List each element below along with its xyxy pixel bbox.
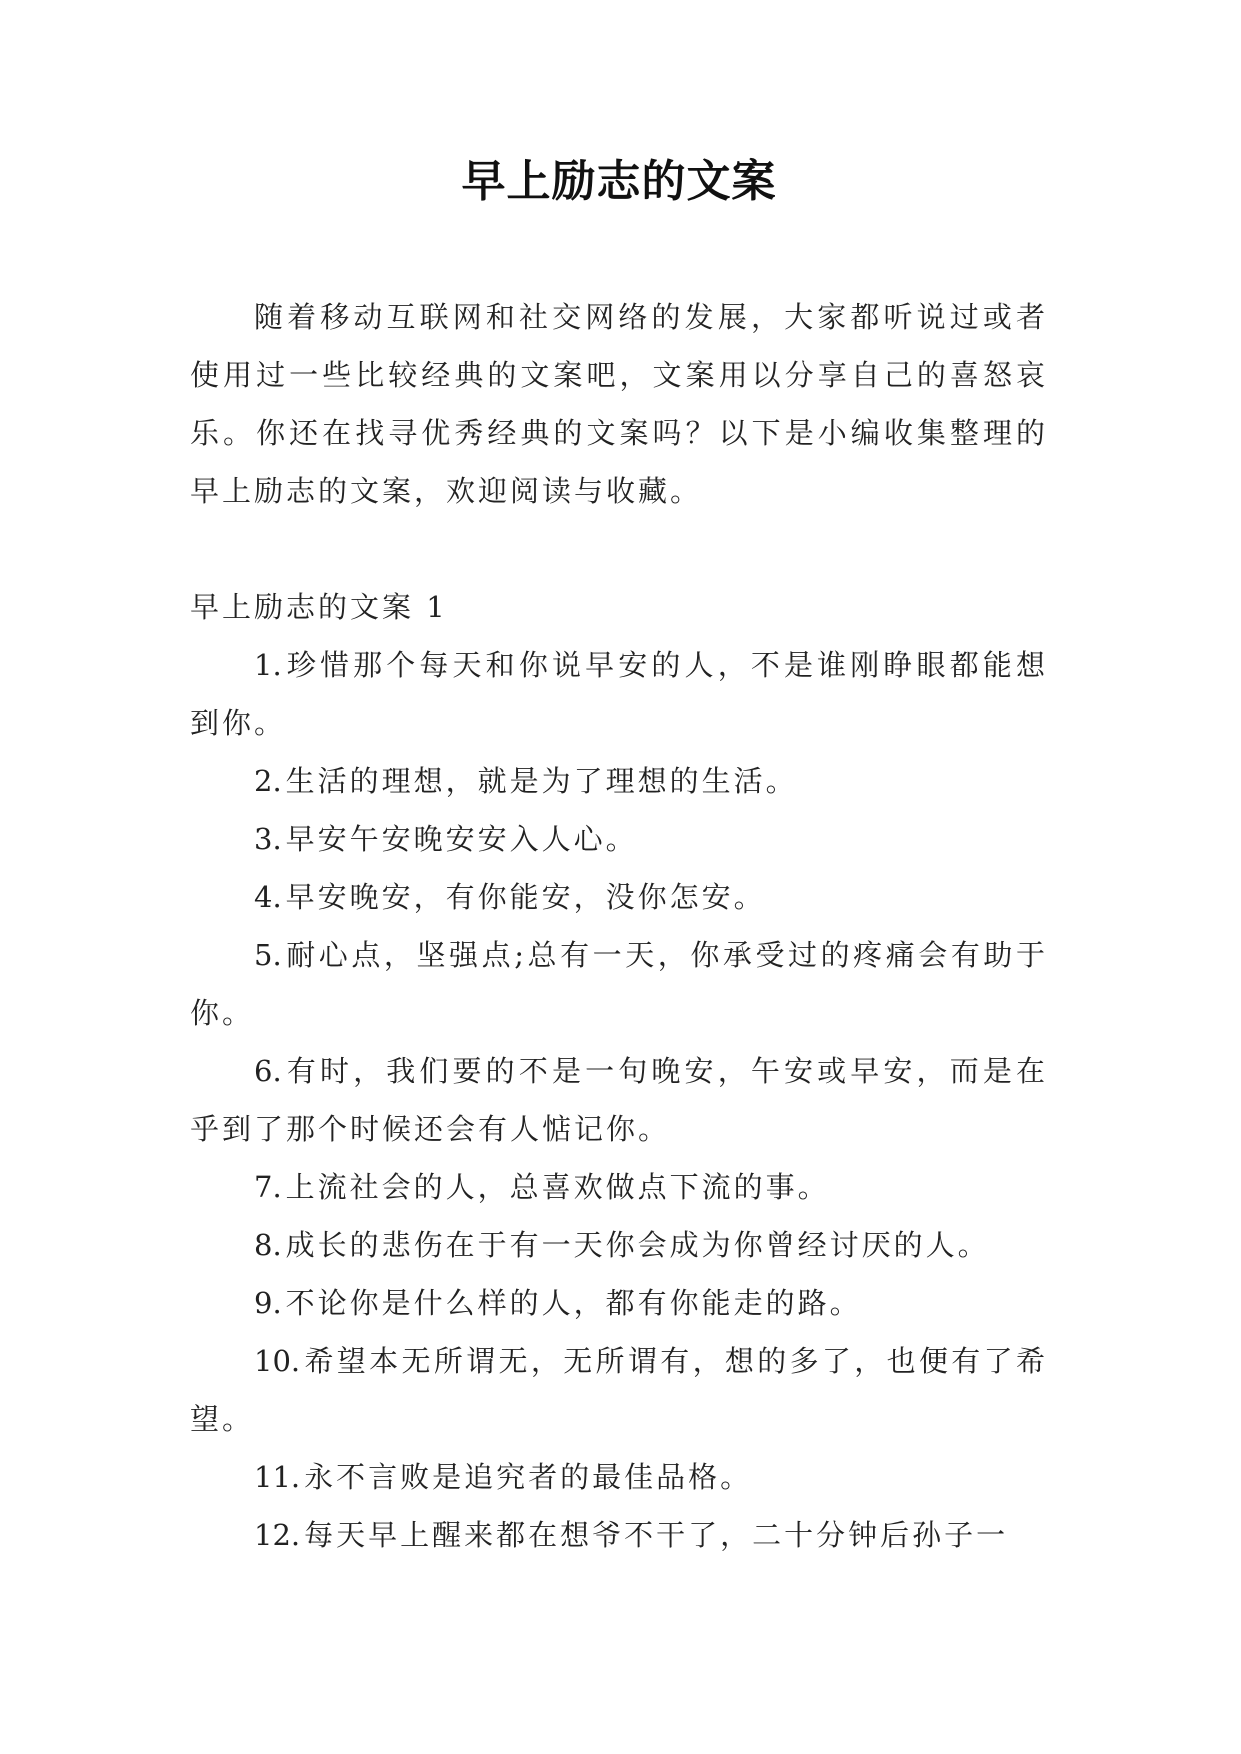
list-item bbox=[190, 1158, 1048, 1216]
list-item bbox=[190, 1448, 1048, 1506]
item-text: 希望本无所谓无，无所谓有，想的多了，也便有了希望。 bbox=[190, 1344, 1048, 1436]
list-item bbox=[190, 810, 1048, 868]
item-text: 永不言败是追究者的最佳品格。 bbox=[304, 1460, 753, 1494]
item-text: 早安晚安，有你能安，没你怎安。 bbox=[285, 880, 766, 914]
item-text: 早安午安晚安安入人心。 bbox=[285, 822, 638, 856]
list-item bbox=[190, 926, 1048, 1042]
list-item bbox=[190, 636, 1048, 752]
item-number: 6. bbox=[254, 1054, 282, 1088]
item-number: 12. bbox=[254, 1518, 301, 1552]
item-number: 9. bbox=[254, 1286, 282, 1320]
item-number: 7. bbox=[254, 1170, 282, 1204]
item-number: 5. bbox=[254, 938, 282, 972]
item-number: 8. bbox=[254, 1228, 282, 1262]
item-number: 3. bbox=[254, 822, 282, 856]
document-body bbox=[190, 288, 1048, 1564]
intro-paragraph: 随着移动互联网和社交网络的发展，大家都听说过或者使用过一些比较经典的文案吧，文案用以分享自己的喜怒哀乐。你还在找寻优秀经典的文案吗？以下是小编收集整理的早上励志的文案，欢迎阅读与收藏。 bbox=[190, 300, 1048, 508]
item-text: 耐心点，坚强点;总有一天，你承受过的疼痛会有助于你。 bbox=[190, 938, 1048, 1030]
item-number: 1. bbox=[254, 648, 282, 682]
item-number: 11. bbox=[254, 1460, 301, 1494]
list-item bbox=[190, 1274, 1048, 1332]
document-title: 早上励志的文案 bbox=[461, 156, 777, 207]
item-text: 每天早上醒来都在想爷不干了，二十分钟后孙子一 bbox=[304, 1518, 1009, 1552]
item-text: 珍惜那个每天和你说早安的人，不是谁刚睁眼都能想到你。 bbox=[190, 648, 1048, 740]
item-text: 生活的理想，就是为了理想的生活。 bbox=[285, 764, 798, 798]
item-number: 2. bbox=[254, 764, 282, 798]
list-item bbox=[190, 1042, 1048, 1158]
item-text: 不论你是什么样的人，都有你能走的路。 bbox=[285, 1286, 862, 1320]
item-text: 有时，我们要的不是一句晚安，午安或早安，而是在乎到了那个时候还会有人惦记你。 bbox=[190, 1054, 1048, 1146]
section-heading: 早上励志的文案 1 bbox=[190, 590, 448, 624]
list-item bbox=[190, 1506, 1048, 1564]
list-item bbox=[190, 868, 1048, 926]
item-number: 10. bbox=[254, 1344, 301, 1378]
item-number: 4. bbox=[254, 880, 282, 914]
list-item bbox=[190, 1332, 1048, 1448]
item-text: 成长的悲伤在于有一天你会成为你曾经讨厌的人。 bbox=[285, 1228, 990, 1262]
item-text: 上流社会的人，总喜欢做点下流的事。 bbox=[285, 1170, 830, 1204]
list-item bbox=[190, 1216, 1048, 1274]
list-item bbox=[190, 752, 1048, 810]
